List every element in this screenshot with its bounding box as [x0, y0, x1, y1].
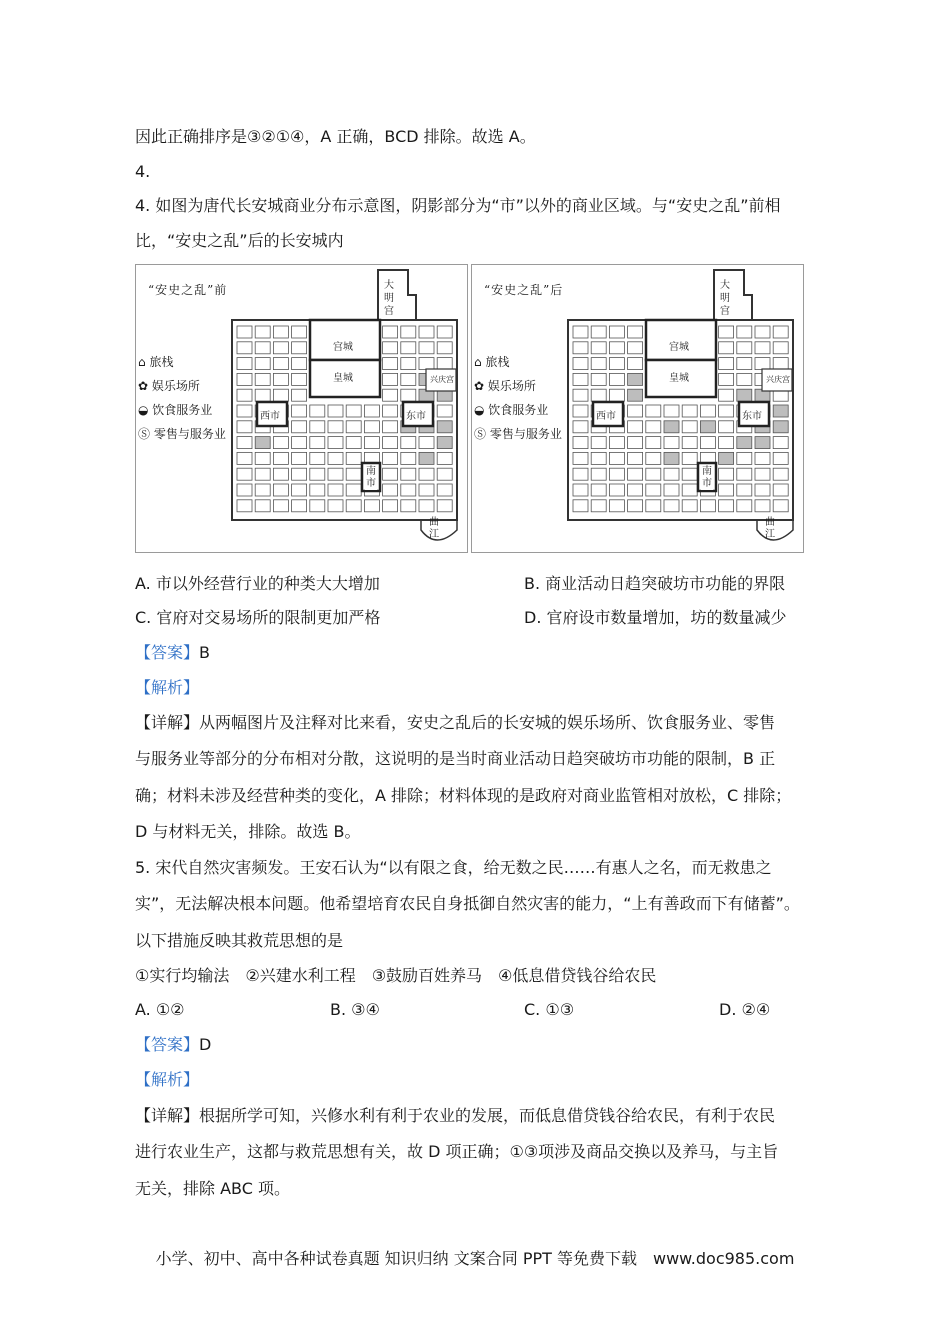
q5-option-d: D. ②④	[719, 1000, 771, 1019]
q5-analysis-label: 【解析】	[135, 1070, 200, 1089]
q5-items: ①实行均输法 ②兴建水利工程 ③鼓励百姓养马 ④低息借贷钱谷给农民	[135, 966, 657, 985]
changan-map-after	[471, 264, 804, 553]
q4-detail-line2: 与服务业等部分的分布相对分散，这说明的是当时商业活动日趋突破坊市功能的限制，B 正	[135, 749, 776, 768]
west-market-label: 西市	[260, 407, 280, 422]
entertainment-icon: ✿	[138, 379, 152, 393]
west-market-label: 西市	[596, 407, 616, 422]
legend-entertainment: ✿ 娱乐场所	[474, 379, 536, 393]
q5-stem-line2: 实”，无法解决根本问题。他希望培育农民自身抵御自然灾害的能力，“上有善政而下有储蓄”。	[135, 894, 800, 913]
q5-stem-line1: 5. 宋代自然灾害频发。王安石认为“以有限之食，给无数之民……有惠人之名，而无救患之	[135, 858, 772, 877]
east-market-label: 东市	[742, 407, 762, 422]
q4-stem-line1: 4. 如图为唐代长安城商业分布示意图，阴影部分为“市”以外的商业区域。与“安史之乱”前相	[135, 196, 781, 215]
q4-detail-line4: D 与材料无关，排除。故选 B。	[135, 822, 361, 841]
south-market-label: 南市	[366, 466, 376, 489]
map-title: “安史之乱”后	[484, 283, 564, 297]
legend-food: ◒ 饮食服务业	[138, 403, 213, 417]
imperial-city-label: 皇城	[669, 369, 689, 384]
food-icon: ◒	[138, 403, 153, 417]
q4-option-d: D. 官府设市数量增加，坊的数量减少	[524, 608, 787, 627]
xingqing-palace-label: 兴庆宫	[430, 375, 454, 384]
food-icon: ◒	[474, 403, 489, 417]
imperial-city-label: 皇城	[333, 369, 353, 384]
q4-option-b: B. 商业活动日趋突破坊市功能的界限	[524, 574, 786, 593]
palace-city-label: 宫城	[333, 338, 353, 353]
changan-map-before	[135, 264, 468, 553]
retail-icon: Ⓢ	[138, 427, 154, 441]
legend-retail: Ⓢ 零售与服务业	[474, 427, 562, 441]
q5-stem-line3: 以下措施反映其救荒思想的是	[135, 931, 344, 950]
previous-conclusion: 因此正确排序是③②①④，A 正确，BCD 排除。故选 A。	[135, 127, 536, 146]
q5-detail-line3: 无关，排除 ABC 项。	[135, 1179, 290, 1198]
q5-answer: 【答案】D	[135, 1035, 212, 1054]
q4-option-a: A. 市以外经营行业的种类大大增加	[135, 574, 380, 593]
qujiang-label: 曲江	[765, 517, 775, 540]
east-market-label: 东市	[406, 407, 426, 422]
q5-option-b: B. ③④	[330, 1000, 380, 1019]
q5-option-a: A. ①②	[135, 1000, 185, 1019]
q5-option-c: C. ①③	[524, 1000, 575, 1019]
daming-palace-label: 大明宫	[384, 280, 394, 317]
q5-detail-line2: 进行农业生产，这都与救荒思想有关，故 D 项正确；①③项涉及商品交换以及养马，与主旨	[135, 1142, 779, 1161]
legend-entertainment: ✿ 娱乐场所	[138, 379, 200, 393]
palace-city-label: 宫城	[669, 338, 689, 353]
south-market-label: 南市	[702, 466, 712, 489]
question-marker: 4.	[135, 162, 151, 181]
map-title: “安史之乱”前	[148, 283, 228, 297]
q4-answer: 【答案】B	[135, 643, 210, 662]
xingqing-palace-label: 兴庆宫	[766, 375, 790, 384]
q4-option-c: C. 官府对交易场所的限制更加严格	[135, 608, 381, 627]
qujiang-label: 曲江	[429, 517, 439, 540]
q4-detail-line3: 确；材料未涉及经营种类的变化，A 排除；材料体现的是政府对商业监管相对放松，C 排除；	[135, 786, 792, 805]
legend-retail: Ⓢ 零售与服务业	[138, 427, 226, 441]
q4-analysis-label: 【解析】	[135, 678, 200, 697]
retail-icon: Ⓢ	[474, 427, 490, 441]
q4-detail-line1: 【详解】从两幅图片及注释对比来看，安史之乱后的长安城的娱乐场所、饮食服务业、零售	[135, 713, 776, 732]
daming-palace-label: 大明宫	[720, 280, 730, 317]
entertainment-icon: ✿	[474, 379, 488, 393]
legend-inn: ⌂ 旅栈	[138, 355, 174, 369]
q4-stem-line2: 比，“安史之乱”后的长安城内	[135, 231, 344, 250]
q5-detail-line1: 【详解】根据所学可知，兴修水利有利于农业的发展，而低息借贷钱谷给农民，有利于农民	[135, 1106, 776, 1125]
inn-icon: ⌂	[138, 355, 150, 369]
footer-watermark: 小学、初中、高中各种试卷真题 知识归纳 文案合同 PPT 等免费下载 www.doc985.com	[155, 1249, 795, 1268]
legend-inn: ⌂ 旅栈	[474, 355, 510, 369]
inn-icon: ⌂	[474, 355, 486, 369]
legend-food: ◒ 饮食服务业	[474, 403, 549, 417]
